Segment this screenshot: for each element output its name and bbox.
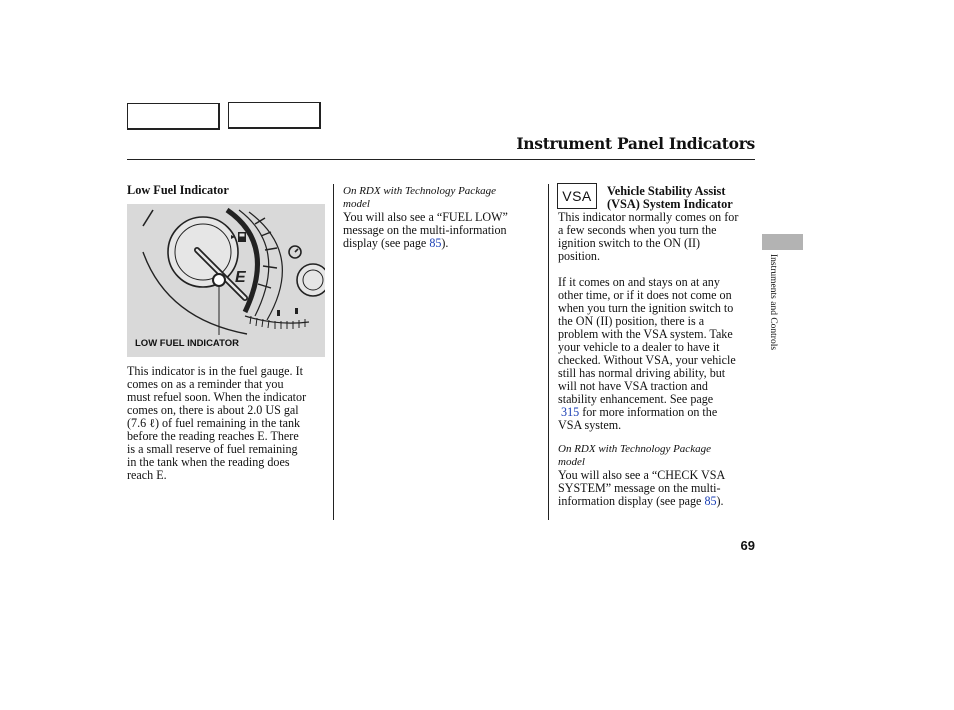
paragraph-line: message on the multi-information — [343, 223, 507, 237]
paragraph-line: comes on, there is about 2.0 US gal — [127, 403, 299, 417]
paragraph-line: position. — [558, 249, 600, 263]
note-line: On RDX with Technology Package — [558, 443, 711, 455]
gauge-e-letter: E — [235, 269, 246, 286]
right-model-note — [558, 443, 711, 469]
vsa-heading — [607, 185, 733, 211]
text-suffix: for more information on the — [579, 405, 718, 419]
paragraph-line — [558, 495, 725, 508]
paragraph-line: your vehicle to a dealer to have it — [558, 340, 720, 354]
text-suffix: ). — [441, 236, 449, 250]
paragraph-line: VSA system. — [558, 418, 622, 432]
paragraph-line: If it comes on and stays on at any — [558, 275, 720, 289]
page-number: 69 — [740, 538, 755, 553]
text-suffix: ). — [716, 494, 724, 508]
paragraph-line: in the tank when the reading does — [127, 455, 290, 469]
paragraph-line: This indicator is in the fuel gauge. It — [127, 364, 303, 378]
paragraph-line: stability enhancement. See page — [558, 392, 714, 406]
paragraph-line: reach E. — [127, 468, 167, 482]
header-tab-box-2 — [228, 102, 321, 129]
paragraph-line: ignition switch to the ON (II) — [558, 236, 701, 250]
paragraph-line: You will also see a “FUEL LOW” — [343, 210, 508, 224]
vsa-indicator-badge: VSA — [557, 183, 597, 209]
paragraph-line: problem with the VSA system. Take — [558, 327, 733, 341]
page-85-link[interactable]: 85 — [704, 494, 717, 508]
paragraph-line: will not have VSA traction and — [558, 379, 708, 393]
page-title: Instrument Panel Indicators — [516, 134, 755, 153]
paragraph-line: This indicator normally comes on for — [558, 210, 739, 224]
column-divider-1 — [333, 184, 334, 520]
header-tab-box-1 — [127, 103, 220, 130]
figure-caption: LOW FUEL INDICATOR — [135, 338, 239, 349]
fuel-gauge-illustration — [127, 204, 325, 357]
fuel-gauge-figure — [127, 204, 325, 357]
title-rule — [127, 159, 755, 160]
page-315-link[interactable]: 315 — [561, 405, 580, 419]
paragraph-line: when you turn the ignition switch to — [558, 301, 734, 315]
paragraph-line: comes on as a reminder that you — [127, 377, 284, 391]
vsa-paragraph-1 — [558, 211, 738, 263]
paragraph-line: checked. Without VSA, your vehicle — [558, 353, 736, 367]
section-side-tab[interactable] — [762, 234, 803, 250]
column-divider-2 — [548, 184, 549, 520]
paragraph-line: the ON (II) position, there is a — [558, 314, 705, 328]
paragraph-line: must refuel soon. When the indicator — [127, 390, 307, 404]
note-line: On RDX with Technology Package — [343, 185, 496, 197]
page-85-link[interactable]: 85 — [429, 236, 442, 250]
vsa-paragraph-2 — [558, 276, 736, 432]
paragraph-line: is a small reserve of fuel remaining — [127, 442, 298, 456]
text-prefix: information display (see page — [558, 494, 705, 508]
middle-model-note — [343, 185, 496, 211]
check-vsa-message-text — [558, 469, 725, 508]
heading-line: (VSA) System Indicator — [607, 197, 733, 211]
paragraph-line — [343, 237, 508, 250]
note-line: model — [558, 456, 585, 468]
heading-line: Vehicle Stability Assist — [607, 184, 726, 198]
section-side-label: Instruments and Controls — [768, 254, 778, 351]
low-fuel-paragraph — [127, 365, 306, 482]
low-fuel-heading: Low Fuel Indicator — [127, 183, 229, 197]
speed-warning-icon — [289, 246, 301, 258]
note-line: model — [343, 198, 370, 210]
text-prefix: display (see page — [343, 236, 430, 250]
paragraph-line: You will also see a “CHECK VSA — [558, 468, 726, 482]
paragraph-line: still has normal driving ability, but — [558, 366, 726, 380]
paragraph-line: a few seconds when you turn the — [558, 223, 717, 237]
fuel-low-message-text — [343, 211, 508, 250]
paragraph-line: SYSTEM” message on the multi- — [558, 481, 721, 495]
paragraph-line: other time, or if it does not come on — [558, 288, 732, 302]
paragraph-line: before the reading reaches E. There — [127, 429, 299, 443]
paragraph-line: (7.6 ℓ) of fuel remaining in the tank — [127, 416, 301, 430]
